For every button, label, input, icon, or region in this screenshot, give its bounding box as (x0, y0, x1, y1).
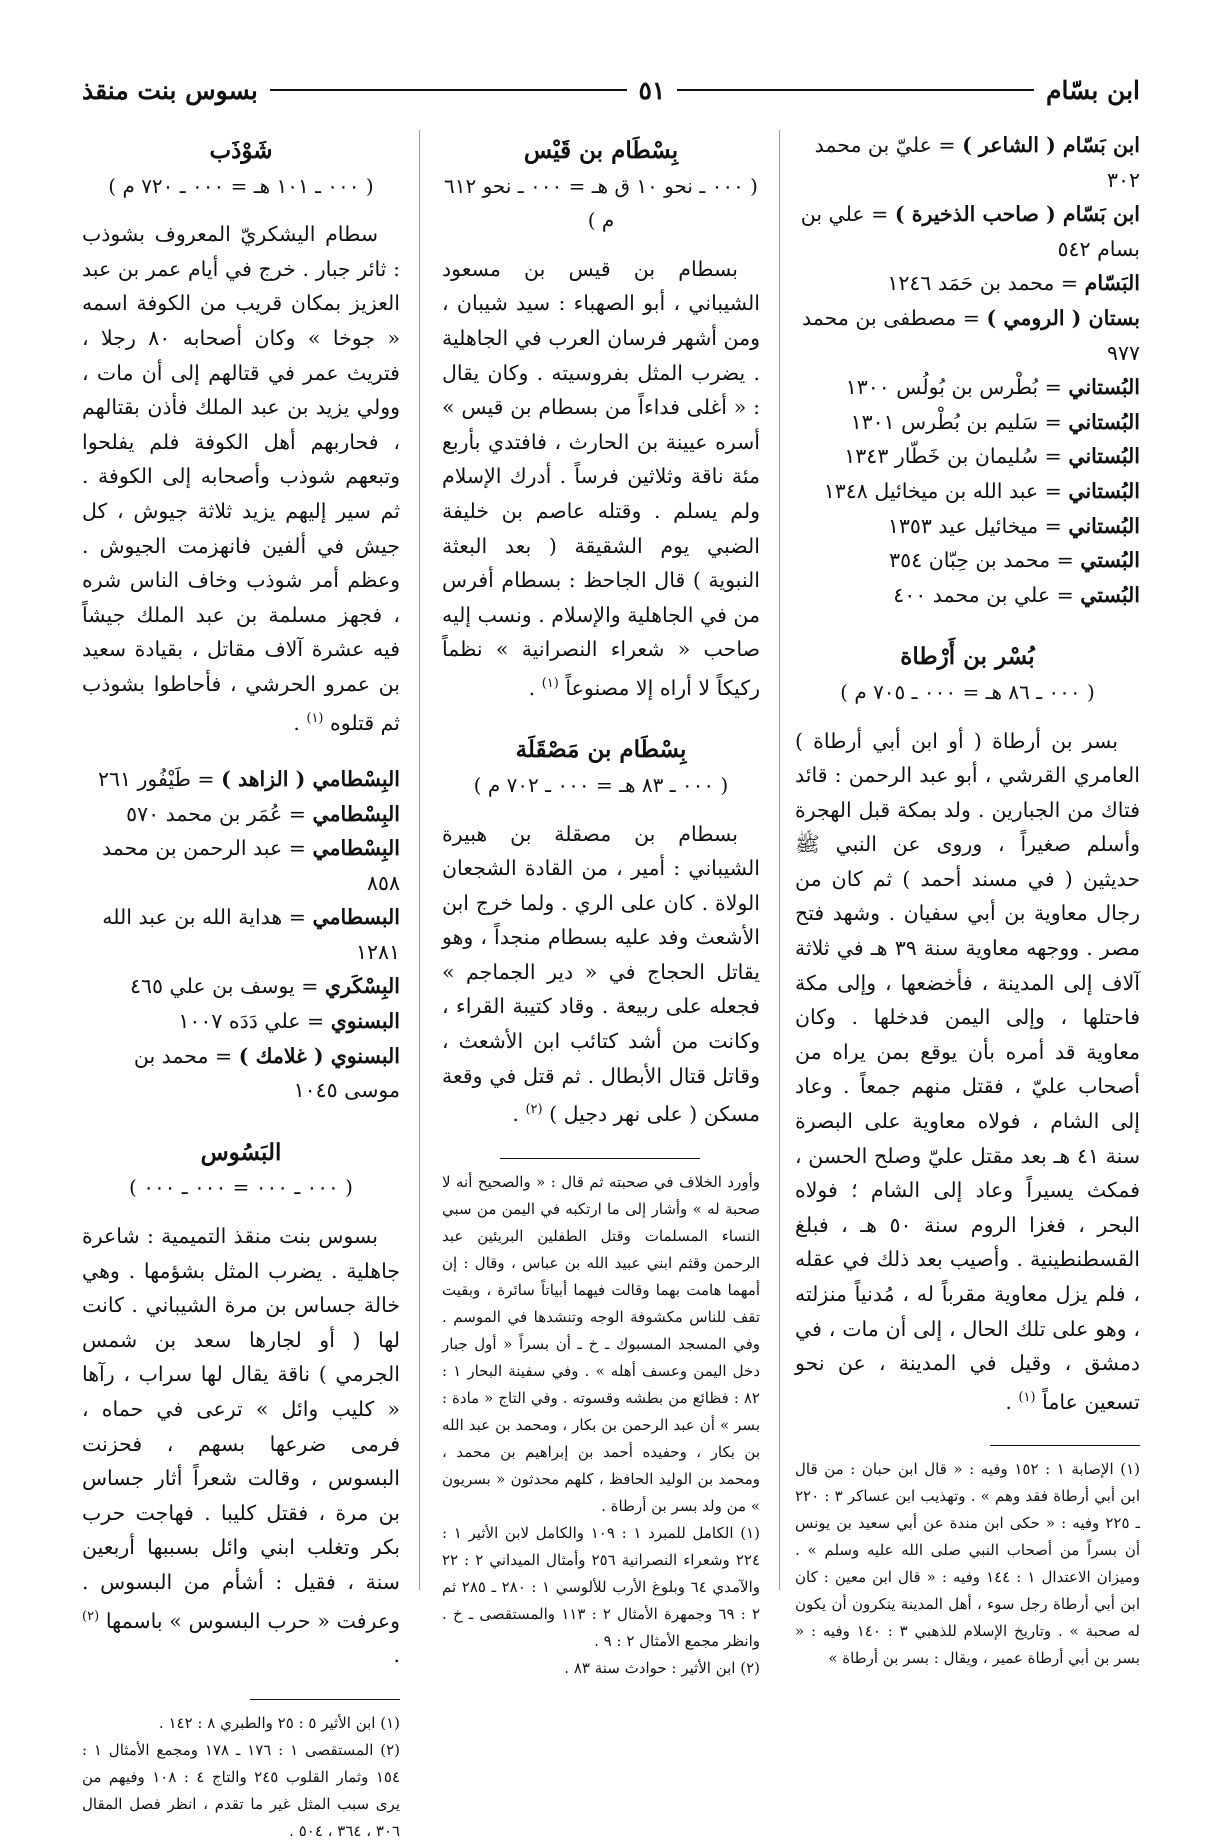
footnote-marker: (١) (1018, 1389, 1036, 1405)
spacer (82, 1108, 400, 1130)
entry-body: بسطام بن قيس بن مسعود الشيباني ، أبو الصهباء : سيد شيبان ، ومن أشهر فرسان العرب في الجاهلية . يضرب المثل بفروسيته . وكان يقال : « أغلى فداءاً من بسطام بن قيس » أسره عيينة بن الحارث ، فافتدي بأربع مئة ناقة وثلاثين فرساً . أدرك الإسلام ولم يسلم . وقتله عاصم بن خليفة الضبي يوم الشقيقة ( بعد البعثة النبوية ) قال الجاحظ : بسطام أفرس من في الجاهلية والإسلام . ونسب إليه صاحب « شعراء النصرانية » نظماً ركيكاً لا أراه إلا مصنوعاً (442, 256, 760, 700)
entry-title: شَوْذَب (209, 137, 273, 164)
cross-reference-target: = مصطفى بن محمد ٩٧٧ (802, 305, 1140, 365)
cross-reference-target: = ميخائيل عيد ١٣٥٣ (887, 513, 1062, 538)
footnote-marker: (١) (541, 675, 559, 691)
cross-reference-key: البُستي (1080, 582, 1140, 607)
entry-title: بِسْطَام بن قَيْس (523, 137, 679, 164)
entry-body: بسطام بن مصقلة بن هبيرة الشيباني : أمير ، من القادة الشجعان الولاة . كان على الري . ولما خرج ابن الأشعث وفد عليه بسطام منجداً ، وهو يقاتل الحجاج في « دير الجماجم » فجعله على ربيعة . وقاد كتيبة القراء ، وكانت من أشد كتائب ابن الأشعث ، وقاتل قتال الأبطال . ثم قتل في وقعة مسكن ( على نهر دجيل ) (442, 821, 760, 1127)
entry-dates: ( ٠٠٠ ـ ٨٦ هـ = ٠٠٠ ـ ٧٠٥ م ) (840, 679, 1095, 704)
entry-dates: ( ٠٠٠ ـ نحو ١٠ ق هـ = ٠٠٠ ـ نحو ٦١٢ م ) (444, 173, 758, 233)
spacer (442, 705, 760, 727)
cross-reference-key: البُستاني (1068, 478, 1140, 503)
cross-reference (82, 969, 400, 1004)
entry-body: بسوس بنت منقذ التميمية : شاعرة جاهلية . يضرب المثل بشؤمها . وهي خالة جساس بن مرة الشيباني . كانت لها ( أو لجارها سعد بن شمس الجرمي ) ناقة يقال لها سراب ، رآها « كليب وائل » ترعى في حماه ، فرمى ضرعها بسهم ، فحزنت البسوس ، وقالت شعراً أثار جساس بن مرة ، فقتل كليبا . فهاجت حرب بكر وتغلب ابني وائل بسببها أربعين سنة ، فقيل : أشأم من البسوس . وعرفت « حرب البسوس » باسمها (82, 1224, 400, 1633)
header-rule (677, 89, 1034, 91)
cross-reference (795, 578, 1140, 613)
entry-body: بسر بن أرطاة ( أو ابن أبي أرطاة ) العامري القرشي ، أبو عبد الرحمن : قائد فتاك من الجبارين . ولد بمكة قبل الهجرة وأسلم صغيراً ، وروى عن النبي ﷺ حديثين ( في مسند أحمد ) ثم كان من رجال معاوية بن أبي سفيان . وشهد فتح مصر . ووجهه معاوية سنة ٣٩ هـ في ثلاثة آلاف إلى المدينة ، فأخضعها ، وإلى مكة فاحتلها ، وإلى اليمن فدخلها . وكان معاوية قد أمره بأن يوقع بمن يراه من أصحاب عليّ ، فقتل منهم جمعاً . وعاد إلى الشام ، فولاه معاوية على البصرة سنة ٤١ هـ بعد مقتل عليّ وصلح الحسن ، فمكث يسيراً وعاد إلى الشام ؛ فولاه البحر ، فغزا الروم سنة ٥٠ هـ ، فبلغ القسطنطينية . وأصيب بعد ذلك في عقله ، فلم يزل معاوية مقرباً له ، مُدنياً منزلته ، وهو على تلك الحال ، إلى أن مات ، في دمشق ، وقيل في المدينة ، عن نحو تسعين عاماً (795, 728, 1141, 1414)
cross-reference-target: = علي دَدَه ١٠٠٧ (178, 1009, 325, 1034)
cross-reference-key: بستان ( الرومي ) (986, 305, 1140, 330)
cross-reference (82, 1039, 400, 1108)
footnote: (٢) المستقصى ١ : ١٧٦ ـ ١٧٨ ومجمع الأمثال ١ : ١٥٤ وثمار القلوب ٢٤٥ والتاج ٤ : ١٠٨ وفيهم من يرى سبب المثل غير ما تقدم ، انظر فصل المقال ٣٠٦ ، ٣٦٤ ، ٥٠٤ . (82, 1740, 401, 1840)
column-separator (419, 130, 420, 1590)
cross-reference-target: = عبد الله بن ميخائيل ١٣٤٨ (823, 478, 1062, 503)
cross-reference-target: = عليّ بن محمد ٣٠٢ (814, 133, 1140, 192)
cross-reference-target: = محمد بن موسى ١٠٤٥ (133, 1043, 400, 1103)
cross-reference-target: = علي بن بسام ٥٤٢ (800, 202, 1140, 261)
column-left (82, 128, 400, 1845)
cross-reference (795, 474, 1140, 509)
cross-reference-key: البُستاني (1068, 375, 1140, 400)
entry-text: سطام اليشكريّ المعروف بشوذب : ثائر جبار . خرج في أيام عمر بن عبد العزيز بمكان قريب من الكوفة اسمه « جوخا » وكان أصحابه ٨٠ رجلا ، فتريث عمر في قتالهم إلى أن مات ، وولي يزيد بن عبد الملك فأذن بقتالهم ، فحاربهم أهل الكوفة فلم يفلحوا وتبعهم شوذب وأصحابه إلى الكوفة . ثم سير إليهم يزيد ثلاثة جيوش ، كل جيش في ألفين فانهزمت الجيوش . وعظم أمر شوذب وخاف الناس شره ، فجهز مسلمة بن عبد الملك جيشاً فيه عشرة آلاف مقاتل ، بقيادة سعيد بن عمرو الحرشي ، فأحاطوا بشوذب ثم قتلوه $^{(١)}$ . (82, 222, 401, 735)
footnote: (٢) ابن الأثير : حوادث سنة ٨٣ . (564, 1658, 760, 1677)
footnote-marker: (٢) (525, 1102, 543, 1118)
page-number: ٥١ (638, 75, 666, 105)
entry-dates: ( ٠٠٠ ـ ٨٣ هـ = ٠٠٠ ـ ٧٠٢ م ) (473, 772, 729, 797)
cross-reference (795, 543, 1140, 578)
header-rule (270, 89, 627, 91)
cross-reference-target: = علي بن محمد ٤٠٠ (893, 582, 1074, 607)
cross-reference-target: = بُطْرس بن بُولُس ١٣٠٠ (845, 375, 1062, 400)
footnote: (١) ابن الأثير ٥ : ٢٥ والطبري ٨ : ١٤٢ . (158, 1713, 400, 1732)
cross-reference-key: البسنوي ( غلامك ) (238, 1043, 400, 1068)
cross-reference-key: البسنوي (330, 1009, 400, 1034)
spacer (82, 740, 400, 762)
entry-text: بسطام بن قيس بن مسعود الشيباني ، أبو الصهباء : سيد شيبان ، ومن أشهر فرسان العرب في الجاهلية . يضرب المثل بفروسيته . وكان يقال : « أغلى فداءاً من بسطام بن قيس » أسره عيينة بن الحارث ، فافتدي بأربع مئة ناقة وثلاثين فرساً . أدرك الإسلام ولم يسلم . وقتله عاصم بن خليفة الضبي يوم الشقيقة ( بعد البعثة النبوية ) قال الجاحظ : بسطام أفرس من في الجاهلية والإسلام . ونسب إليه صاحب « شعراء النصرانية » نظماً ركيكاً لا أراه إلا مصنوعاً $^{(١)}$ . (442, 256, 760, 700)
entry-text: بسطام بن مصقلة بن هبيرة الشيباني : أمير ، من القادة الشجعان الولاة . كان على الري . ولما خرج ابن الأشعث وفد عليه بسطام منجداً ، وهو يقاتل الحجاج في « دير الجماجم » فجعله على ربيعة . وقاد كتيبة القراء ، وكانت من أشد كتائب ابن الأشعث ، وقاتل قتال الأبطال . ثم قتل في وقعة مسكن ( على نهر دجيل ) $^{(٢)}$ . (442, 821, 760, 1127)
cross-reference-target: = طَيْفُور ٢٦١ (97, 766, 215, 791)
cross-reference-key: البِسْطامي ( الزاهد ) (221, 766, 400, 791)
cross-reference (795, 405, 1140, 440)
cross-reference (795, 509, 1140, 544)
cross-reference-key: البُستاني (1068, 444, 1140, 469)
running-header (82, 68, 1140, 112)
cross-reference-key: ابن بَسّام ( الشاعر ) (962, 133, 1140, 157)
cross-reference-list (795, 128, 1140, 612)
cross-reference-key: البِسْكَري (324, 974, 400, 999)
footnote-rule (500, 1158, 700, 1159)
cross-reference-target: = هداية الله بن عبد الله ١٢٨١ (102, 905, 400, 964)
cross-reference (82, 797, 400, 832)
cross-reference (795, 128, 1140, 197)
column-right (795, 128, 1140, 1672)
cross-reference (795, 301, 1140, 370)
cross-reference-target: = سَليم بن بُطْرس ١٣٠١ (850, 409, 1062, 434)
entry-title: بُسْر بن أَرْطاة (900, 643, 1035, 671)
footnote-rule (250, 1699, 400, 1700)
cross-reference (795, 439, 1140, 474)
spacer (795, 612, 1140, 634)
cross-reference-target: = عبد الرحمن بن محمد ٨٥٨ (101, 836, 400, 895)
running-head-right: ابن بسّام (1046, 75, 1140, 105)
entry-dates: ( ٠٠٠ ـ ٠٠٠ = ٠٠٠ ـ ٠٠٠ ) (129, 1175, 353, 1200)
entry-text: بسر بن أرطاة ( أو ابن أبي أرطاة ) العامري القرشي ، أبو عبد الرحمن : قائد فتاك من الجبارين . ولد بمكة قبل الهجرة وأسلم صغيراً ، وروى عن النبي ﷺ حديثين ( في مسند أحمد ) ثم كان من رجال معاوية بن أبي سفيان . وشهد فتح مصر . ووجهه معاوية سنة ٣٩ هـ في ثلاثة آلاف إلى المدينة ، فأخضعها ، وإلى مكة فاحتلها ، وإلى اليمن فدخلها . وكان معاوية قد أمره بأن يوقع بمن يراه من أصحاب عليّ ، فقتل منهم جمعاً . وعاد إلى الشام ، فولاه معاوية على البصرة سنة ٤١ هـ بعد مقتل عليّ وصلح الحسن ، فمكث يسيراً وعاد إلى الشام ؛ فولاه البحر ، فغزا الروم سنة ٥٠ هـ ، فبلغ القسطنطينية . وأصيب بعد ذلك في عقله ، فلم يزل معاوية مقرباً له ، مُدنياً منزلته ، وهو على تلك الحال ، إلى أن مات ، في دمشق ، وقيل في المدينة ، عن نحو تسعين عاماً $^{(١)}$ . (795, 728, 1141, 1414)
cross-reference-target: = يوسف بن علي ٤٦٥ (129, 974, 319, 999)
entry-text: بسوس بنت منقذ التميمية : شاعرة جاهلية . يضرب المثل بشؤمها . وهي خالة جساس بن مرة الشيباني . كانت لها ( أو لجارها سعد بن شمس الجرمي ) ناقة يقال لها سراب ، رآها « كليب وائل » ترعى في حماه ، فرمى ضرعها بسهم ، فحزنت البسوس ، وقالت شعراً أثار جساس بن مرة ، فقتل كليبا . فهاجت حرب بكر وتغلب ابني وائل بسببها أربعين سنة ، فقيل : أشأم من البسوس . وعرفت « حرب البسوس » باسمها $^{(٢)}$ . (82, 1224, 400, 1667)
footnote: (١) الكامل للمبرد ١ : ١٠٩ والكامل لابن الأثير ١ : ٢٢٤ وشعراء النصرانية ٢٥٦ وأمثال الميداني ٢ : ٢٢ والآمدي ٦٤ وبلوغ الأرب للألوسي ١ : ٢٨٠ ـ ٢٨٥ ثم ٢ : ٦٩ وجمهرة الأمثال ٢ : ١١٣ والمستقصى ـ خ . وانظر مجمع الأمثال ٢ : ٩ . (442, 1523, 761, 1650)
entry-dates: ( ٠٠٠ ـ ١٠١ هـ = ٠٠٠ ـ ٧٢٠ م ) (108, 173, 374, 198)
cross-reference-key: البِسْطامي (312, 801, 400, 826)
cross-reference-key: البُستاني (1068, 409, 1140, 434)
cross-reference (82, 831, 400, 900)
cross-reference (82, 762, 400, 797)
footnote-marker: (٢) (82, 1608, 100, 1624)
cross-reference-key: البُستاني (1068, 513, 1140, 538)
cross-reference (795, 370, 1140, 405)
cross-reference-target: = محمد بن حِبّان ٣٥٤ (889, 548, 1074, 573)
entry-title: البَسُوس (200, 1138, 282, 1166)
cross-reference-key: البُستي (1080, 548, 1140, 573)
running-head-left: بسوس بنت منقذ (82, 75, 258, 105)
cross-reference-list (82, 762, 400, 1108)
cross-reference-target: = محمد بن حَمَد ١٢٤٦ (887, 271, 1079, 296)
footnote-rule (990, 1445, 1140, 1446)
cross-reference (795, 266, 1140, 301)
cross-reference (82, 900, 400, 969)
entry-body: سطام اليشكريّ المعروف بشوذب : ثائر جبار . خرج في أيام عمر بن عبد العزيز بمكان قريب من الكوفة اسمه « جوخا » وكان أصحابه ٨٠ رجلا ، فتريث عمر في قتالهم إلى أن مات ، وولي يزيد بن عبد الملك فأذن بقتالهم ، فحاربهم أهل الكوفة فلم يفلحوا وتبعهم شوذب وأصحابه إلى الكوفة . ثم سير إليهم يزيد ثلاثة جيوش ، كل جيش في ألفين فانهزمت الجيوش . وعظم أمر شوذب وخاف الناس شره ، فجهز مسلمة بن عبد الملك جيشاً فيه عشرة آلاف مقاتل ، بقيادة سعيد بن عمرو الحرشي ، فأحاطوا بشوذب ثم قتلوه (82, 222, 401, 735)
cross-reference-key: البسطامي (312, 905, 400, 930)
column-middle (442, 128, 760, 1682)
cross-reference-key: ابن بَسّام ( صاحب الذخيرة ) (894, 202, 1140, 227)
cross-reference (795, 197, 1140, 266)
column-separator (779, 130, 780, 1590)
cross-reference-target: = سُليمان بن خَطّار ١٣٤٣ (844, 444, 1062, 469)
cross-reference-key: البِسْطامي (312, 836, 400, 861)
footnote: (١) الإصابة ١ : ١٥٢ وفيه : « قال ابن حبان : من قال ابن أبي أرطاة فقد وهم » . وتهذيب ابن عساكر ٣ : ٢٢٠ ـ ٢٢٥ وفيه : « حكى ابن مندة عن أبي سعيد بن يونس أن بسراً من أصحاب النبي صلى الله عليه وسلم » . وميزان الاعتدال ١ : ١٤٤ وفيه : « قال ابن معين : كان ابن أبي أرطاة رجل سوء ، أهل المدينة ينكرون أن يكون له صحبة » . وتاريخ الإسلام للذهبي ٣ : ١٤٠ وفيه : « بسر بن أبي أرطاة عمير ، ويقال : بسر بن أرطاة » (795, 1460, 1141, 1668)
cross-reference-target: = عُمَر بن محمد ٥٧٠ (126, 801, 306, 826)
footnote-continued: وأورد الخلاف في صحبته ثم قال : « والصحيح أنه لا صحبة له » وأشار إلى ما ارتكبه في اليمن من سبي النساء المسلمات وقتل الطفلين البريئين عبد الرحمن وقثم ابني عبيد الله بن عباس ، وقال : إن أمهما هامت بهما وقالت فيهما أبياتاً سائرة ، وبقيت تقف للناس مكشوفة الوجه وتنشدها في الموسم . وفي المسجد المسبوك ـ خ ـ أن بسراً « أول جبار دخل اليمن وعسف أهله » . وفي سفينة البحار ١ : ٨٢ : فظائع من بطشه وقسوته . وفي التاج « مادة : بسر » أن عبد الرحمن بن بكار ، ومحمد بن عبد الله بن بكار ، وحفيده أحمد بن إبراهيم بن محمد ، ومحمد بن الوليد الحافظ ، كلهم محدثون « بسريون » من ولد بسر بن أرطاة . (442, 1172, 760, 1515)
cross-reference (82, 1004, 400, 1039)
entry-title: بِسْطَام بن مَصْقَلَة (515, 736, 687, 764)
cross-reference-key: البَسّام (1084, 271, 1140, 296)
footnote-marker: (١) (306, 710, 324, 726)
